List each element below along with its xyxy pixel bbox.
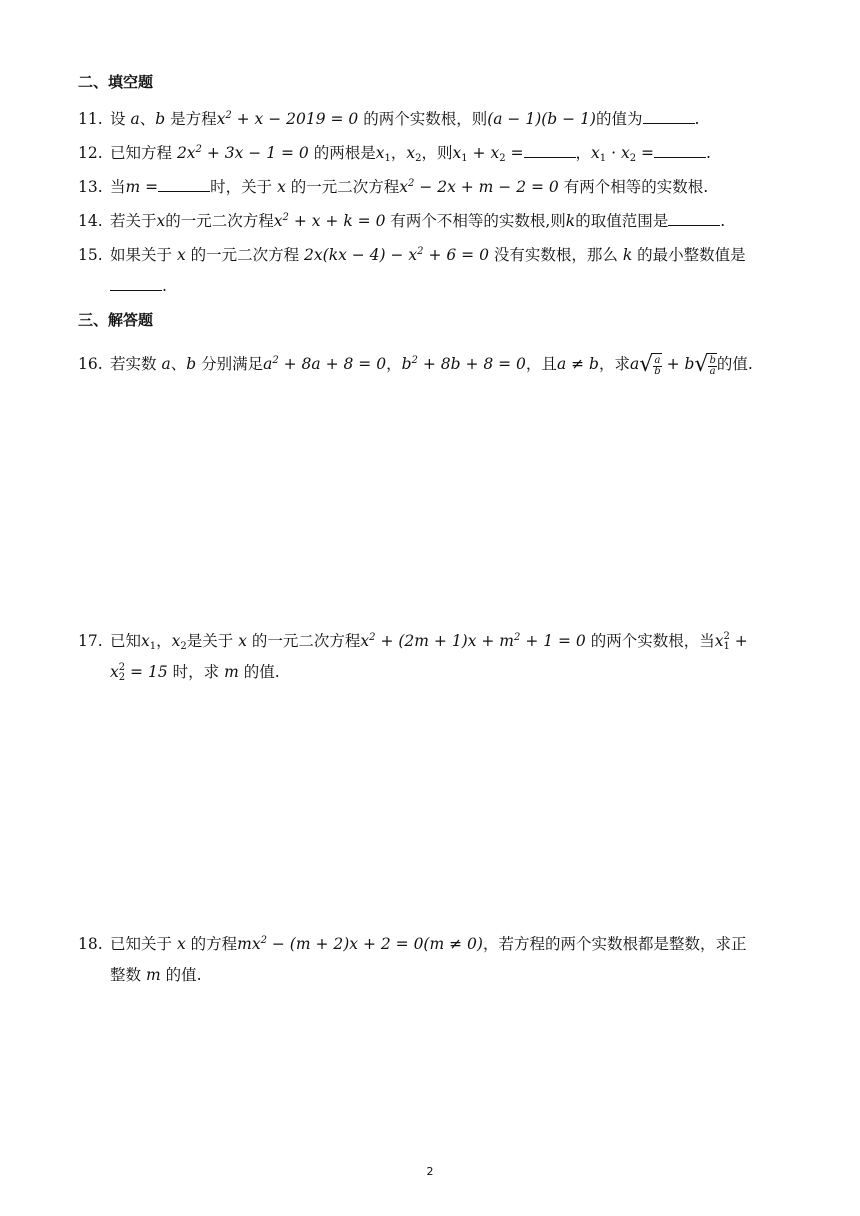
- question-14: 14. 若关于x的一元二次方程$x^2 + x + k = 0$ 有两个不相等的实数根,则k的取值范围是 .: [78, 212, 726, 230]
- square-root-b-over-a: √ $\frac{b}{a}$: [694, 352, 716, 378]
- question-13: 13. 当m = 时，关于 x 的一元二次方程$x^2 - 2x + m - 2 = 0$ 有两个相等的实数根.: [78, 178, 709, 196]
- answer-blank: [110, 276, 162, 291]
- answer-blank: [654, 143, 706, 158]
- section-heading-fill-blank: 二、填空题: [78, 73, 154, 91]
- square-root-a-over-b: √ $\frac{a}{b}$: [639, 352, 661, 378]
- answer-blank: [158, 177, 210, 192]
- answer-blank: [643, 109, 695, 124]
- question-number: 18.: [78, 935, 103, 953]
- question-number: 15.: [78, 246, 103, 264]
- question-15-continued: .: [78, 275, 790, 297]
- question-number: 12.: [78, 144, 103, 162]
- question-number: 14.: [78, 212, 103, 230]
- question-16: 16. 若实数 a、b 分别满足$a^2 + 8a + 8 = 0$，$b^2 + 8b + 8 = 0$，且a ≠ b，求a√ $\frac{a}{b}$ + b√ $\frac{b}{a}$ 的值.: [78, 352, 753, 378]
- question-number: 16.: [78, 355, 103, 373]
- page-number: 2: [426, 1165, 434, 1178]
- question-17: 17. 已知$x_1$，$x_2$是关于 x 的一元二次方程$x^2 + (2m + 1)x + m^2 + 1 = 0$ 的两个实数根，当x 2 1 +: [78, 631, 748, 652]
- question-17-continued: x 2 2 = 15 时，求 m 的值.: [110, 662, 280, 683]
- question-number: 11.: [78, 110, 103, 128]
- question-18: 18. 已知关于 x 的方程$mx^2 - (m + 2)x + 2 = 0(m \ne 0)$，若方程的两个实数根都是整数，求正: [78, 935, 747, 953]
- question-18-continued: 整数 m 的值.: [110, 966, 202, 984]
- question-15: 15. 如果关于 x 的一元二次方程 $2x(kx - 4) - x^2 + 6 = 0$ 没有实数根，那么 k 的最小整数值是: [78, 246, 746, 264]
- answer-blank: [524, 143, 576, 158]
- question-number: 13.: [78, 178, 103, 196]
- section-heading-answer: 三、解答题: [78, 311, 154, 329]
- question-12: 12. 已知方程 $2x^2 + 3x - 1 = 0$ 的两根是$x_1$，$x_2$，则$x_1 + x_2$ = ，$x_1 \cdot x_2$ = .: [78, 144, 711, 164]
- question-11: 11. 设 a、b 是方程$x^2 + x - 2019 = 0$ 的两个实数根，则(a − 1)(b − 1)的值为 .: [78, 110, 700, 128]
- answer-blank: [668, 211, 720, 226]
- question-number: 17.: [78, 632, 103, 650]
